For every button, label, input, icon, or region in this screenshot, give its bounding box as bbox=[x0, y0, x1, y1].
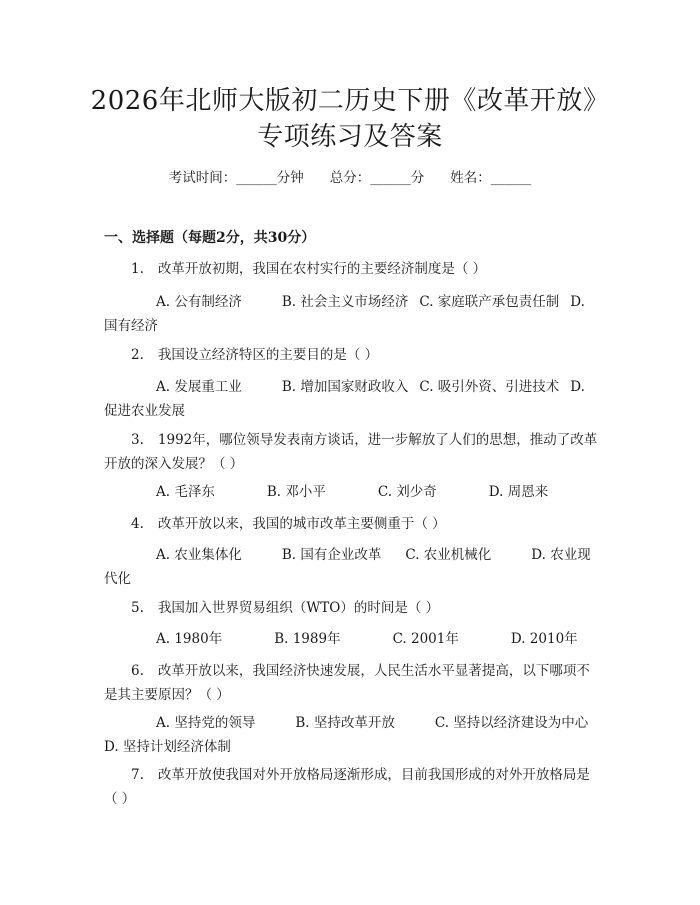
option-d: D. 坚持计划经济体制 bbox=[104, 739, 231, 755]
question-4-options bbox=[104, 543, 600, 591]
option-c: C. 坚持以经济建设为中心 bbox=[434, 715, 589, 731]
option-c: C. 家庭联产承包责任制 bbox=[419, 294, 560, 310]
question-2-options bbox=[104, 375, 600, 423]
exam-time-field: 考试时间：______分钟 bbox=[168, 170, 304, 186]
option-a: A. 毛泽东 bbox=[156, 484, 215, 500]
question-3 bbox=[104, 428, 600, 476]
question-number: 6. bbox=[131, 663, 144, 679]
option-b: B. 国有企业改革 bbox=[281, 547, 382, 563]
total-score-field: 总分：______分 bbox=[329, 170, 425, 186]
option-a: A. 农业集体化 bbox=[156, 547, 242, 563]
question-text: 改革开放初期，我国在农村实行的主要经济制度是（ ） bbox=[157, 261, 487, 277]
option-b: B. 邓小平 bbox=[266, 484, 326, 500]
question-text: 我国设立经济特区的主要目的是（ ） bbox=[157, 347, 379, 363]
question-text: 改革开放以来，我国经济快速发展，人民生活水平显著提高，以下哪项不是其主要原因？（ ） bbox=[104, 663, 590, 703]
question-number: 3. bbox=[131, 432, 144, 448]
question-number: 7. bbox=[131, 767, 144, 783]
document-title-line2: 专项练习及答案 bbox=[257, 122, 443, 152]
section-heading-choice: 一、选择题（每题2分，共30分） bbox=[104, 230, 316, 246]
option-a: A. 坚持党的领导 bbox=[156, 715, 256, 731]
option-c: C. 刘少奇 bbox=[377, 484, 437, 500]
question-text: 我国加入世界贸易组织（WTO）的时间是（ ） bbox=[157, 600, 440, 616]
option-d: D. 促进农业发展 bbox=[104, 379, 585, 419]
option-b: B. 1989年 bbox=[274, 631, 341, 647]
question-number: 5. bbox=[131, 600, 144, 616]
option-d: D. 国有经济 bbox=[104, 294, 585, 334]
question-2 bbox=[104, 343, 600, 367]
question-1 bbox=[104, 257, 600, 281]
question-5-options bbox=[104, 627, 600, 651]
question-number: 1. bbox=[131, 261, 144, 277]
option-b: B. 社会主义市场经济 bbox=[281, 294, 409, 310]
student-name-field: 姓名：______ bbox=[450, 170, 532, 186]
option-d: D. 周恩来 bbox=[488, 484, 549, 500]
question-6 bbox=[104, 659, 600, 707]
option-c: C. 农业机械化 bbox=[405, 547, 492, 563]
question-number: 4. bbox=[131, 516, 144, 532]
option-b: B. 坚持改革开放 bbox=[295, 715, 395, 731]
option-d: D. 农业现代化 bbox=[104, 547, 591, 587]
option-b: B. 增加国家财政收入 bbox=[281, 379, 409, 395]
question-text: 改革开放以来，我国的城市改革主要侧重于（ ） bbox=[157, 516, 446, 532]
question-text: 改革开放使我国对外开放格局逐渐形成，目前我国形成的对外开放格局是（ ） bbox=[104, 767, 590, 807]
option-c: C. 2001年 bbox=[392, 631, 459, 647]
document-title-line1: 2026年北师大版初二历史下册《改革开放》 bbox=[90, 86, 610, 116]
question-3-options bbox=[104, 480, 600, 504]
option-a: A. 公有制经济 bbox=[156, 294, 242, 310]
question-4 bbox=[104, 512, 600, 536]
option-a: A. 1980年 bbox=[156, 631, 223, 647]
question-7 bbox=[104, 763, 600, 811]
option-d: D. 2010年 bbox=[510, 631, 578, 647]
question-number: 2. bbox=[131, 347, 144, 363]
question-5 bbox=[104, 596, 600, 620]
option-c: C. 吸引外资、引进技术 bbox=[419, 379, 560, 395]
exam-info-line bbox=[0, 169, 700, 187]
question-text: 1992年，哪位领导发表南方谈话，进一步解放了人们的思想，推动了改革开放的深入发展？（ ） bbox=[104, 432, 598, 472]
option-a: A. 发展重工业 bbox=[156, 379, 242, 395]
question-1-options bbox=[104, 290, 600, 338]
question-6-options bbox=[104, 711, 600, 759]
